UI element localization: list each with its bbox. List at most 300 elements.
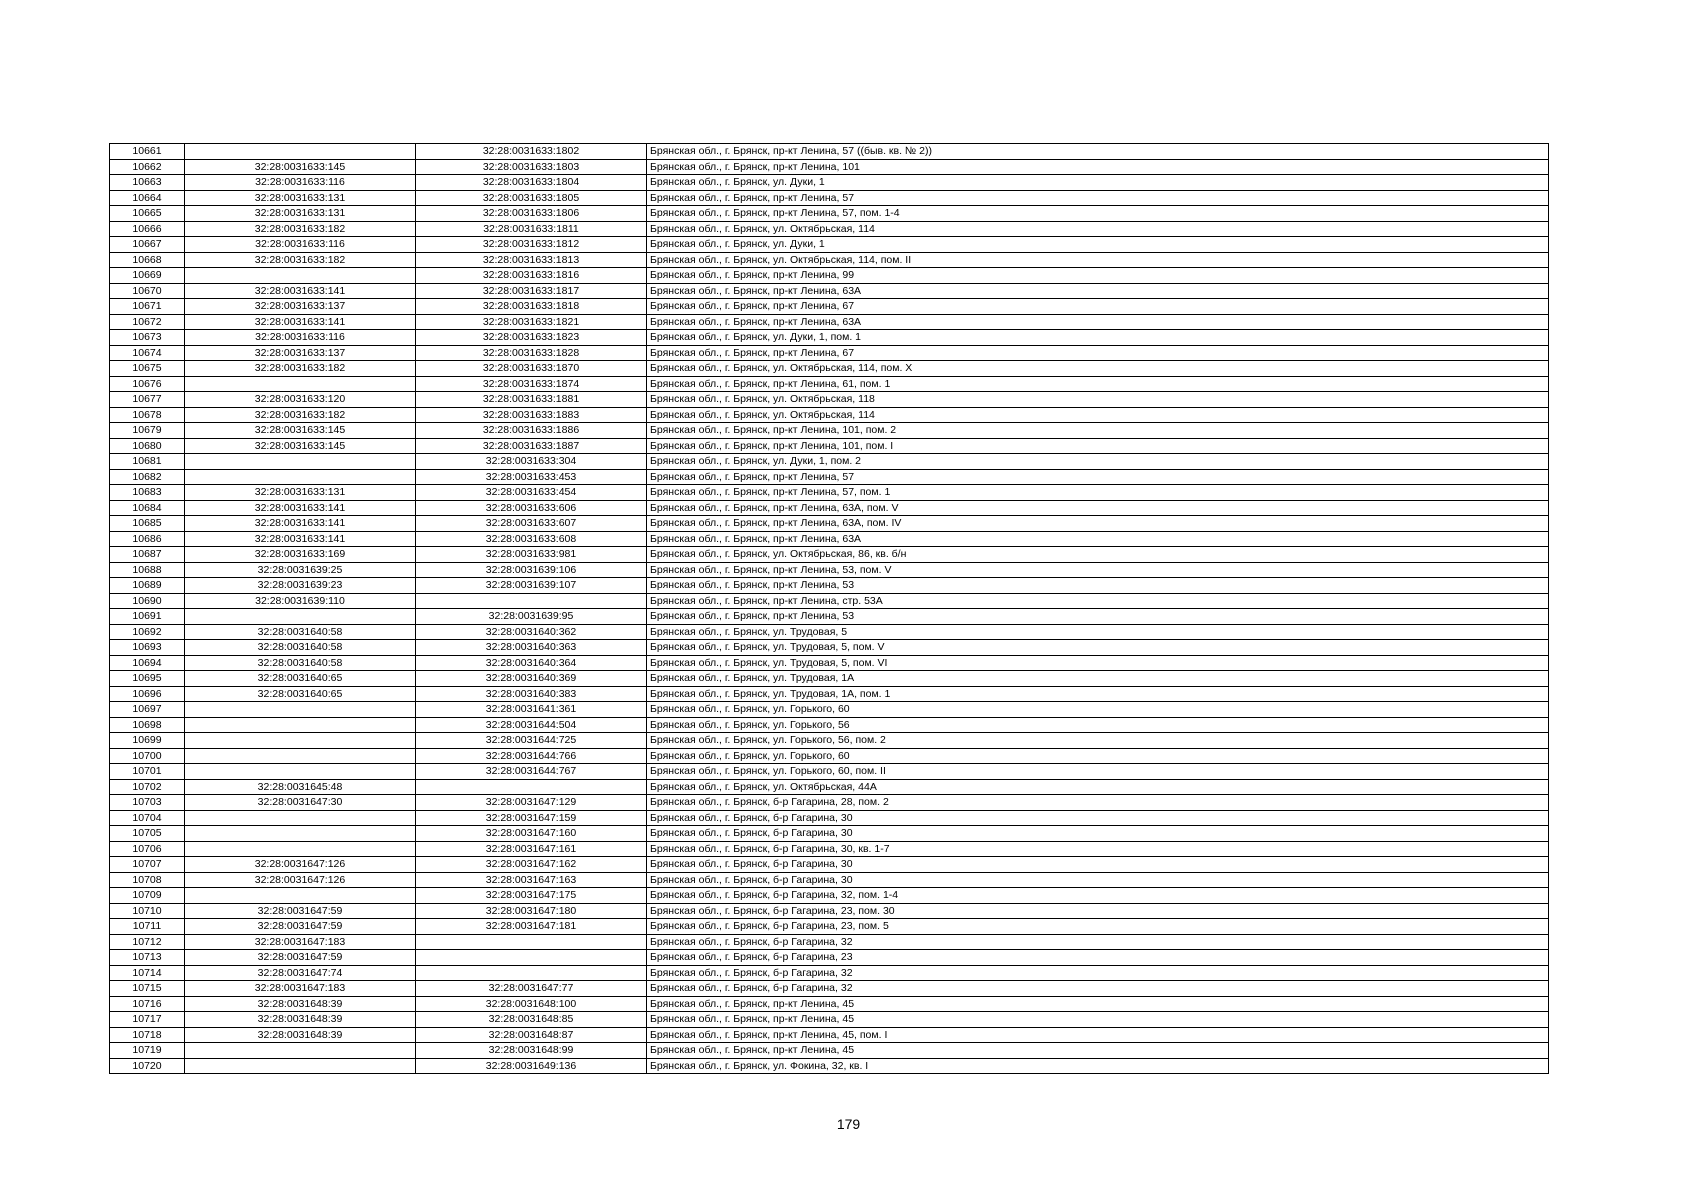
building-cadastral-number-cell: 32:28:0031633:182 xyxy=(185,361,416,377)
cadastral-number-cell: 32:28:0031640:369 xyxy=(416,671,647,687)
table-row xyxy=(110,175,1549,191)
building-cadastral-number-cell: 32:28:0031647:126 xyxy=(185,872,416,888)
table-row xyxy=(110,779,1549,795)
cadastral-number-cell: 32:28:0031647:161 xyxy=(416,841,647,857)
cadastral-number-cell: 32:28:0031639:106 xyxy=(416,562,647,578)
row-number-cell: 10689 xyxy=(110,578,185,594)
row-number-cell: 10664 xyxy=(110,190,185,206)
building-cadastral-number-cell xyxy=(185,888,416,904)
table-row xyxy=(110,888,1549,904)
building-cadastral-number-cell: 32:28:0031633:131 xyxy=(185,190,416,206)
cadastral-number-cell: 32:28:0031633:1870 xyxy=(416,361,647,377)
cadastral-number-cell: 32:28:0031639:107 xyxy=(416,578,647,594)
address-cell: Брянская обл., г. Брянск, ул. Горького, 60 xyxy=(647,748,1549,764)
address-cell: Брянская обл., г. Брянск, ул. Трудовая, 1А xyxy=(647,671,1549,687)
address-cell: Брянская обл., г. Брянск, ул. Октябрьская, 114 xyxy=(647,221,1549,237)
table-row xyxy=(110,655,1549,671)
cadastral-number-cell: 32:28:0031633:1802 xyxy=(416,144,647,160)
cadastral-number-cell: 32:28:0031633:1886 xyxy=(416,423,647,439)
table-row xyxy=(110,469,1549,485)
address-cell: Брянская обл., г. Брянск, б-р Гагарина, 23 xyxy=(647,950,1549,966)
table-row xyxy=(110,423,1549,439)
building-cadastral-number-cell xyxy=(185,609,416,625)
row-number-cell: 10671 xyxy=(110,299,185,315)
address-cell: Брянская обл., г. Брянск, ул. Трудовая, 1А, пом. 1 xyxy=(647,686,1549,702)
row-number-cell: 10691 xyxy=(110,609,185,625)
building-cadastral-number-cell: 32:28:0031633:131 xyxy=(185,485,416,501)
row-number-cell: 10716 xyxy=(110,996,185,1012)
building-cadastral-number-cell xyxy=(185,810,416,826)
row-number-cell: 10703 xyxy=(110,795,185,811)
address-cell: Брянская обл., г. Брянск, пр-кт Ленина, 101, пом. I xyxy=(647,438,1549,454)
table-row xyxy=(110,531,1549,547)
table-row xyxy=(110,624,1549,640)
table-row xyxy=(110,748,1549,764)
cadastral-number-cell: 32:28:0031640:362 xyxy=(416,624,647,640)
table-row xyxy=(110,950,1549,966)
table-row xyxy=(110,283,1549,299)
row-number-cell: 10667 xyxy=(110,237,185,253)
row-number-cell: 10674 xyxy=(110,345,185,361)
cadastral-number-cell: 32:28:0031647:180 xyxy=(416,903,647,919)
table-row xyxy=(110,826,1549,842)
row-number-cell: 10679 xyxy=(110,423,185,439)
table-row xyxy=(110,1043,1549,1059)
row-number-cell: 10683 xyxy=(110,485,185,501)
row-number-cell: 10687 xyxy=(110,547,185,563)
row-number-cell: 10669 xyxy=(110,268,185,284)
building-cadastral-number-cell: 32:28:0031647:30 xyxy=(185,795,416,811)
row-number-cell: 10695 xyxy=(110,671,185,687)
building-cadastral-number-cell xyxy=(185,826,416,842)
cadastral-number-cell: 32:28:0031648:99 xyxy=(416,1043,647,1059)
row-number-cell: 10680 xyxy=(110,438,185,454)
address-cell: Брянская обл., г. Брянск, пр-кт Ленина, 45 xyxy=(647,1043,1549,1059)
table-row xyxy=(110,562,1549,578)
address-cell: Брянская обл., г. Брянск, пр-кт Ленина, 67 xyxy=(647,345,1549,361)
address-cell: Брянская обл., г. Брянск, пр-кт Ленина, 99 xyxy=(647,268,1549,284)
row-number-cell: 10697 xyxy=(110,702,185,718)
address-cell: Брянская обл., г. Брянск, ул. Октябрьская, 44А xyxy=(647,779,1549,795)
table-row xyxy=(110,981,1549,997)
cadastral-number-cell: 32:28:0031649:136 xyxy=(416,1058,647,1074)
building-cadastral-number-cell xyxy=(185,764,416,780)
address-cell: Брянская обл., г. Брянск, ул. Фокина, 32, кв. I xyxy=(647,1058,1549,1074)
address-cell: Брянская обл., г. Брянск, пр-кт Ленина, 63А xyxy=(647,314,1549,330)
cadastral-number-cell: 32:28:0031647:77 xyxy=(416,981,647,997)
building-cadastral-number-cell: 32:28:0031633:120 xyxy=(185,392,416,408)
building-cadastral-number-cell xyxy=(185,733,416,749)
row-number-cell: 10677 xyxy=(110,392,185,408)
address-cell: Брянская обл., г. Брянск, пр-кт Ленина, 57, пом. 1 xyxy=(647,485,1549,501)
row-number-cell: 10712 xyxy=(110,934,185,950)
cadastral-number-cell: 32:28:0031648:100 xyxy=(416,996,647,1012)
building-cadastral-number-cell: 32:28:0031639:25 xyxy=(185,562,416,578)
building-cadastral-number-cell: 32:28:0031633:137 xyxy=(185,299,416,315)
address-cell: Брянская обл., г. Брянск, ул. Горького, 60 xyxy=(647,702,1549,718)
table-row xyxy=(110,516,1549,532)
address-cell: Брянская обл., г. Брянск, пр-кт Ленина, 67 xyxy=(647,299,1549,315)
row-number-cell: 10676 xyxy=(110,376,185,392)
table-row xyxy=(110,934,1549,950)
address-cell: Брянская обл., г. Брянск, б-р Гагарина, 32 xyxy=(647,981,1549,997)
building-cadastral-number-cell: 32:28:0031633:141 xyxy=(185,314,416,330)
row-number-cell: 10681 xyxy=(110,454,185,470)
table-row xyxy=(110,345,1549,361)
table-row xyxy=(110,609,1549,625)
row-number-cell: 10700 xyxy=(110,748,185,764)
address-cell: Брянская обл., г. Брянск, ул. Дуки, 1, пом. 1 xyxy=(647,330,1549,346)
building-cadastral-number-cell: 32:28:0031647:183 xyxy=(185,981,416,997)
row-number-cell: 10696 xyxy=(110,686,185,702)
address-cell: Брянская обл., г. Брянск, пр-кт Ленина, 57 ((быв. кв. № 2)) xyxy=(647,144,1549,160)
building-cadastral-number-cell: 32:28:0031640:65 xyxy=(185,686,416,702)
cadastral-number-cell: 32:28:0031633:1817 xyxy=(416,283,647,299)
cadastral-number-cell: 32:28:0031633:1813 xyxy=(416,252,647,268)
address-cell: Брянская обл., г. Брянск, б-р Гагарина, 32 xyxy=(647,965,1549,981)
table-row xyxy=(110,438,1549,454)
address-cell: Брянская обл., г. Брянск, пр-кт Ленина, 57, пом. 1-4 xyxy=(647,206,1549,222)
table-row xyxy=(110,1027,1549,1043)
building-cadastral-number-cell: 32:28:0031647:126 xyxy=(185,857,416,873)
row-number-cell: 10702 xyxy=(110,779,185,795)
row-number-cell: 10698 xyxy=(110,717,185,733)
building-cadastral-number-cell xyxy=(185,469,416,485)
row-number-cell: 10705 xyxy=(110,826,185,842)
building-cadastral-number-cell xyxy=(185,841,416,857)
table-row xyxy=(110,330,1549,346)
building-cadastral-number-cell: 32:28:0031633:141 xyxy=(185,516,416,532)
address-cell: Брянская обл., г. Брянск, ул. Октябрьская, 118 xyxy=(647,392,1549,408)
table-row xyxy=(110,965,1549,981)
address-cell: Брянская обл., г. Брянск, б-р Гагарина, 23, пом. 30 xyxy=(647,903,1549,919)
table-row xyxy=(110,795,1549,811)
table-row xyxy=(110,361,1549,377)
table-row xyxy=(110,702,1549,718)
building-cadastral-number-cell: 32:28:0031640:65 xyxy=(185,671,416,687)
building-cadastral-number-cell xyxy=(185,376,416,392)
row-number-cell: 10661 xyxy=(110,144,185,160)
address-cell: Брянская обл., г. Брянск, пр-кт Ленина, 63А xyxy=(647,531,1549,547)
building-cadastral-number-cell: 32:28:0031647:183 xyxy=(185,934,416,950)
address-cell: Брянская обл., г. Брянск, ул. Горького, 60, пом. II xyxy=(647,764,1549,780)
building-cadastral-number-cell: 32:28:0031640:58 xyxy=(185,655,416,671)
cadastral-number-cell: 32:28:0031633:1883 xyxy=(416,407,647,423)
cadastral-number-cell: 32:28:0031647:129 xyxy=(416,795,647,811)
registry-table-body xyxy=(110,144,1549,1074)
cadastral-number-cell: 32:28:0031633:304 xyxy=(416,454,647,470)
row-number-cell: 10719 xyxy=(110,1043,185,1059)
table-row xyxy=(110,810,1549,826)
cadastral-number-cell: 32:28:0031633:1887 xyxy=(416,438,647,454)
table-row xyxy=(110,299,1549,315)
row-number-cell: 10670 xyxy=(110,283,185,299)
address-cell: Брянская обл., г. Брянск, б-р Гагарина, 32 xyxy=(647,934,1549,950)
row-number-cell: 10709 xyxy=(110,888,185,904)
row-number-cell: 10694 xyxy=(110,655,185,671)
row-number-cell: 10663 xyxy=(110,175,185,191)
address-cell: Брянская обл., г. Брянск, пр-кт Ленина, 53 xyxy=(647,578,1549,594)
building-cadastral-number-cell: 32:28:0031647:59 xyxy=(185,950,416,966)
table-row xyxy=(110,578,1549,594)
building-cadastral-number-cell: 32:28:0031633:141 xyxy=(185,531,416,547)
table-row xyxy=(110,686,1549,702)
row-number-cell: 10713 xyxy=(110,950,185,966)
row-number-cell: 10714 xyxy=(110,965,185,981)
cadastral-number-cell: 32:28:0031633:1803 xyxy=(416,159,647,175)
building-cadastral-number-cell: 32:28:0031633:116 xyxy=(185,330,416,346)
cadastral-number-cell: 32:28:0031647:159 xyxy=(416,810,647,826)
address-cell: Брянская обл., г. Брянск, б-р Гагарина, 30 xyxy=(647,826,1549,842)
cadastral-number-cell: 32:28:0031633:1881 xyxy=(416,392,647,408)
cadastral-number-cell xyxy=(416,593,647,609)
address-cell: Брянская обл., г. Брянск, ул. Дуки, 1, пом. 2 xyxy=(647,454,1549,470)
table-row xyxy=(110,764,1549,780)
address-cell: Брянская обл., г. Брянск, пр-кт Ленина, 63А, пом. V xyxy=(647,500,1549,516)
row-number-cell: 10678 xyxy=(110,407,185,423)
table-row xyxy=(110,593,1549,609)
cadastral-number-cell: 32:28:0031644:766 xyxy=(416,748,647,764)
address-cell: Брянская обл., г. Брянск, б-р Гагарина, 30, кв. 1-7 xyxy=(647,841,1549,857)
building-cadastral-number-cell: 32:28:0031633:145 xyxy=(185,438,416,454)
building-cadastral-number-cell: 32:28:0031633:116 xyxy=(185,237,416,253)
address-cell: Брянская обл., г. Брянск, б-р Гагарина, 28, пом. 2 xyxy=(647,795,1549,811)
address-cell: Брянская обл., г. Брянск, пр-кт Ленина, 57 xyxy=(647,469,1549,485)
building-cadastral-number-cell: 32:28:0031639:110 xyxy=(185,593,416,609)
page-number: 179 xyxy=(836,1116,861,1132)
address-cell: Брянская обл., г. Брянск, б-р Гагарина, 32, пом. 1-4 xyxy=(647,888,1549,904)
address-cell: Брянская обл., г. Брянск, ул. Трудовая, 5, пом. VI xyxy=(647,655,1549,671)
table-row xyxy=(110,547,1549,563)
row-number-cell: 10711 xyxy=(110,919,185,935)
building-cadastral-number-cell: 32:28:0031633:131 xyxy=(185,206,416,222)
address-cell: Брянская обл., г. Брянск, ул. Горького, 56, пом. 2 xyxy=(647,733,1549,749)
building-cadastral-number-cell: 32:28:0031633:145 xyxy=(185,423,416,439)
building-cadastral-number-cell: 32:28:0031633:169 xyxy=(185,547,416,563)
row-number-cell: 10708 xyxy=(110,872,185,888)
address-cell: Брянская обл., г. Брянск, пр-кт Ленина, 57 xyxy=(647,190,1549,206)
cadastral-number-cell: 32:28:0031640:383 xyxy=(416,686,647,702)
row-number-cell: 10666 xyxy=(110,221,185,237)
cadastral-number-cell xyxy=(416,965,647,981)
cadastral-number-cell: 32:28:0031648:87 xyxy=(416,1027,647,1043)
table-row xyxy=(110,221,1549,237)
row-number-cell: 10706 xyxy=(110,841,185,857)
building-cadastral-number-cell xyxy=(185,717,416,733)
table-row xyxy=(110,144,1549,160)
row-number-cell: 10715 xyxy=(110,981,185,997)
row-number-cell: 10665 xyxy=(110,206,185,222)
building-cadastral-number-cell xyxy=(185,454,416,470)
row-number-cell: 10710 xyxy=(110,903,185,919)
address-cell: Брянская обл., г. Брянск, ул. Октябрьская, 86, кв. б/н xyxy=(647,547,1549,563)
table-row xyxy=(110,237,1549,253)
cadastral-number-cell: 32:28:0031644:767 xyxy=(416,764,647,780)
row-number-cell: 10686 xyxy=(110,531,185,547)
building-cadastral-number-cell: 32:28:0031633:145 xyxy=(185,159,416,175)
building-cadastral-number-cell: 32:28:0031648:39 xyxy=(185,996,416,1012)
cadastral-number-cell: 32:28:0031633:981 xyxy=(416,547,647,563)
cadastral-number-cell: 32:28:0031633:1874 xyxy=(416,376,647,392)
building-cadastral-number-cell: 32:28:0031633:137 xyxy=(185,345,416,361)
table-row xyxy=(110,857,1549,873)
address-cell: Брянская обл., г. Брянск, пр-кт Ленина, 53 xyxy=(647,609,1549,625)
row-number-cell: 10662 xyxy=(110,159,185,175)
row-number-cell: 10707 xyxy=(110,857,185,873)
cadastral-number-cell: 32:28:0031641:361 xyxy=(416,702,647,718)
building-cadastral-number-cell: 32:28:0031639:23 xyxy=(185,578,416,594)
cadastral-number-cell: 32:28:0031633:453 xyxy=(416,469,647,485)
cadastral-number-cell: 32:28:0031633:1805 xyxy=(416,190,647,206)
address-cell: Брянская обл., г. Брянск, б-р Гагарина, 30 xyxy=(647,857,1549,873)
address-cell: Брянская обл., г. Брянск, пр-кт Ленина, 101 xyxy=(647,159,1549,175)
cadastral-number-cell: 32:28:0031633:608 xyxy=(416,531,647,547)
cadastral-number-cell: 32:28:0031640:364 xyxy=(416,655,647,671)
cadastral-number-cell: 32:28:0031647:160 xyxy=(416,826,647,842)
cadastral-number-cell: 32:28:0031633:607 xyxy=(416,516,647,532)
address-cell: Брянская обл., г. Брянск, ул. Горького, 56 xyxy=(647,717,1549,733)
cadastral-number-cell: 32:28:0031633:1818 xyxy=(416,299,647,315)
table-row xyxy=(110,841,1549,857)
building-cadastral-number-cell xyxy=(185,1043,416,1059)
address-cell: Брянская обл., г. Брянск, пр-кт Ленина, 53, пом. V xyxy=(647,562,1549,578)
table-row xyxy=(110,996,1549,1012)
building-cadastral-number-cell: 32:28:0031648:39 xyxy=(185,1027,416,1043)
table-row xyxy=(110,733,1549,749)
address-cell: Брянская обл., г. Брянск, пр-кт Ленина, 45 xyxy=(647,1012,1549,1028)
address-cell: Брянская обл., г. Брянск, ул. Октябрьская, 114 xyxy=(647,407,1549,423)
building-cadastral-number-cell: 32:28:0031633:116 xyxy=(185,175,416,191)
address-cell: Брянская обл., г. Брянск, пр-кт Ленина, 45, пом. I xyxy=(647,1027,1549,1043)
row-number-cell: 10672 xyxy=(110,314,185,330)
table-row xyxy=(110,485,1549,501)
building-cadastral-number-cell: 32:28:0031647:59 xyxy=(185,903,416,919)
row-number-cell: 10668 xyxy=(110,252,185,268)
address-cell: Брянская обл., г. Брянск, ул. Октябрьская, 114, пом. X xyxy=(647,361,1549,377)
row-number-cell: 10682 xyxy=(110,469,185,485)
row-number-cell: 10692 xyxy=(110,624,185,640)
table-row xyxy=(110,903,1549,919)
address-cell: Брянская обл., г. Брянск, ул. Дуки, 1 xyxy=(647,175,1549,191)
building-cadastral-number-cell xyxy=(185,748,416,764)
building-cadastral-number-cell xyxy=(185,1058,416,1074)
cadastral-number-cell xyxy=(416,950,647,966)
building-cadastral-number-cell: 32:28:0031633:182 xyxy=(185,221,416,237)
row-number-cell: 10717 xyxy=(110,1012,185,1028)
cadastral-number-cell: 32:28:0031633:1806 xyxy=(416,206,647,222)
table-row xyxy=(110,640,1549,656)
table-row xyxy=(110,206,1549,222)
building-cadastral-number-cell: 32:28:0031633:182 xyxy=(185,252,416,268)
building-cadastral-number-cell: 32:28:0031640:58 xyxy=(185,640,416,656)
cadastral-number-cell: 32:28:0031633:1828 xyxy=(416,345,647,361)
cadastral-number-cell: 32:28:0031648:85 xyxy=(416,1012,647,1028)
address-cell: Брянская обл., г. Брянск, ул. Октябрьская, 114, пом. II xyxy=(647,252,1549,268)
address-cell: Брянская обл., г. Брянск, пр-кт Ленина, стр. 53А xyxy=(647,593,1549,609)
cadastral-number-cell: 32:28:0031633:1823 xyxy=(416,330,647,346)
building-cadastral-number-cell: 32:28:0031633:141 xyxy=(185,283,416,299)
row-number-cell: 10688 xyxy=(110,562,185,578)
address-cell: Брянская обл., г. Брянск, пр-кт Ленина, 101, пом. 2 xyxy=(647,423,1549,439)
table-row xyxy=(110,671,1549,687)
table-row xyxy=(110,376,1549,392)
building-cadastral-number-cell: 32:28:0031633:141 xyxy=(185,500,416,516)
row-number-cell: 10684 xyxy=(110,500,185,516)
table-row xyxy=(110,454,1549,470)
table-row xyxy=(110,872,1549,888)
table-row xyxy=(110,314,1549,330)
table-row xyxy=(110,1058,1549,1074)
address-cell: Брянская обл., г. Брянск, пр-кт Ленина, 63А, пом. IV xyxy=(647,516,1549,532)
table-row xyxy=(110,392,1549,408)
cadastral-number-cell: 32:28:0031633:1816 xyxy=(416,268,647,284)
table-row xyxy=(110,407,1549,423)
row-number-cell: 10673 xyxy=(110,330,185,346)
cadastral-number-cell: 32:28:0031639:95 xyxy=(416,609,647,625)
cadastral-number-cell: 32:28:0031633:1821 xyxy=(416,314,647,330)
cadastral-number-cell xyxy=(416,779,647,795)
building-cadastral-number-cell xyxy=(185,702,416,718)
cadastral-number-cell: 32:28:0031644:725 xyxy=(416,733,647,749)
table-row xyxy=(110,159,1549,175)
cadastral-number-cell: 32:28:0031633:454 xyxy=(416,485,647,501)
cadastral-number-cell: 32:28:0031647:162 xyxy=(416,857,647,873)
table-row xyxy=(110,190,1549,206)
address-cell: Брянская обл., г. Брянск, ул. Дуки, 1 xyxy=(647,237,1549,253)
address-cell: Брянская обл., г. Брянск, пр-кт Ленина, 63А xyxy=(647,283,1549,299)
row-number-cell: 10690 xyxy=(110,593,185,609)
table-row xyxy=(110,1012,1549,1028)
cadastral-number-cell: 32:28:0031633:1812 xyxy=(416,237,647,253)
address-cell: Брянская обл., г. Брянск, б-р Гагарина, 23, пом. 5 xyxy=(647,919,1549,935)
cadastral-number-cell: 32:28:0031647:163 xyxy=(416,872,647,888)
property-registry-table xyxy=(109,143,1549,1074)
table-row xyxy=(110,252,1549,268)
table-row xyxy=(110,500,1549,516)
row-number-cell: 10685 xyxy=(110,516,185,532)
cadastral-number-cell: 32:28:0031644:504 xyxy=(416,717,647,733)
row-number-cell: 10699 xyxy=(110,733,185,749)
building-cadastral-number-cell: 32:28:0031648:39 xyxy=(185,1012,416,1028)
address-cell: Брянская обл., г. Брянск, б-р Гагарина, 30 xyxy=(647,810,1549,826)
building-cadastral-number-cell: 32:28:0031647:59 xyxy=(185,919,416,935)
building-cadastral-number-cell: 32:28:0031640:58 xyxy=(185,624,416,640)
address-cell: Брянская обл., г. Брянск, б-р Гагарина, 30 xyxy=(647,872,1549,888)
address-cell: Брянская обл., г. Брянск, пр-кт Ленина, 45 xyxy=(647,996,1549,1012)
row-number-cell: 10720 xyxy=(110,1058,185,1074)
building-cadastral-number-cell xyxy=(185,268,416,284)
cadastral-number-cell: 32:28:0031633:1804 xyxy=(416,175,647,191)
building-cadastral-number-cell: 32:28:0031633:182 xyxy=(185,407,416,423)
cadastral-number-cell xyxy=(416,934,647,950)
table-row xyxy=(110,268,1549,284)
row-number-cell: 10675 xyxy=(110,361,185,377)
table-row xyxy=(110,717,1549,733)
address-cell: Брянская обл., г. Брянск, ул. Трудовая, 5, пом. V xyxy=(647,640,1549,656)
table-row xyxy=(110,919,1549,935)
building-cadastral-number-cell: 32:28:0031647:74 xyxy=(185,965,416,981)
cadastral-number-cell: 32:28:0031633:606 xyxy=(416,500,647,516)
building-cadastral-number-cell xyxy=(185,144,416,160)
row-number-cell: 10704 xyxy=(110,810,185,826)
address-cell: Брянская обл., г. Брянск, пр-кт Ленина, 61, пом. 1 xyxy=(647,376,1549,392)
row-number-cell: 10693 xyxy=(110,640,185,656)
building-cadastral-number-cell: 32:28:0031645:48 xyxy=(185,779,416,795)
row-number-cell: 10701 xyxy=(110,764,185,780)
cadastral-number-cell: 32:28:0031647:175 xyxy=(416,888,647,904)
row-number-cell: 10718 xyxy=(110,1027,185,1043)
cadastral-number-cell: 32:28:0031640:363 xyxy=(416,640,647,656)
